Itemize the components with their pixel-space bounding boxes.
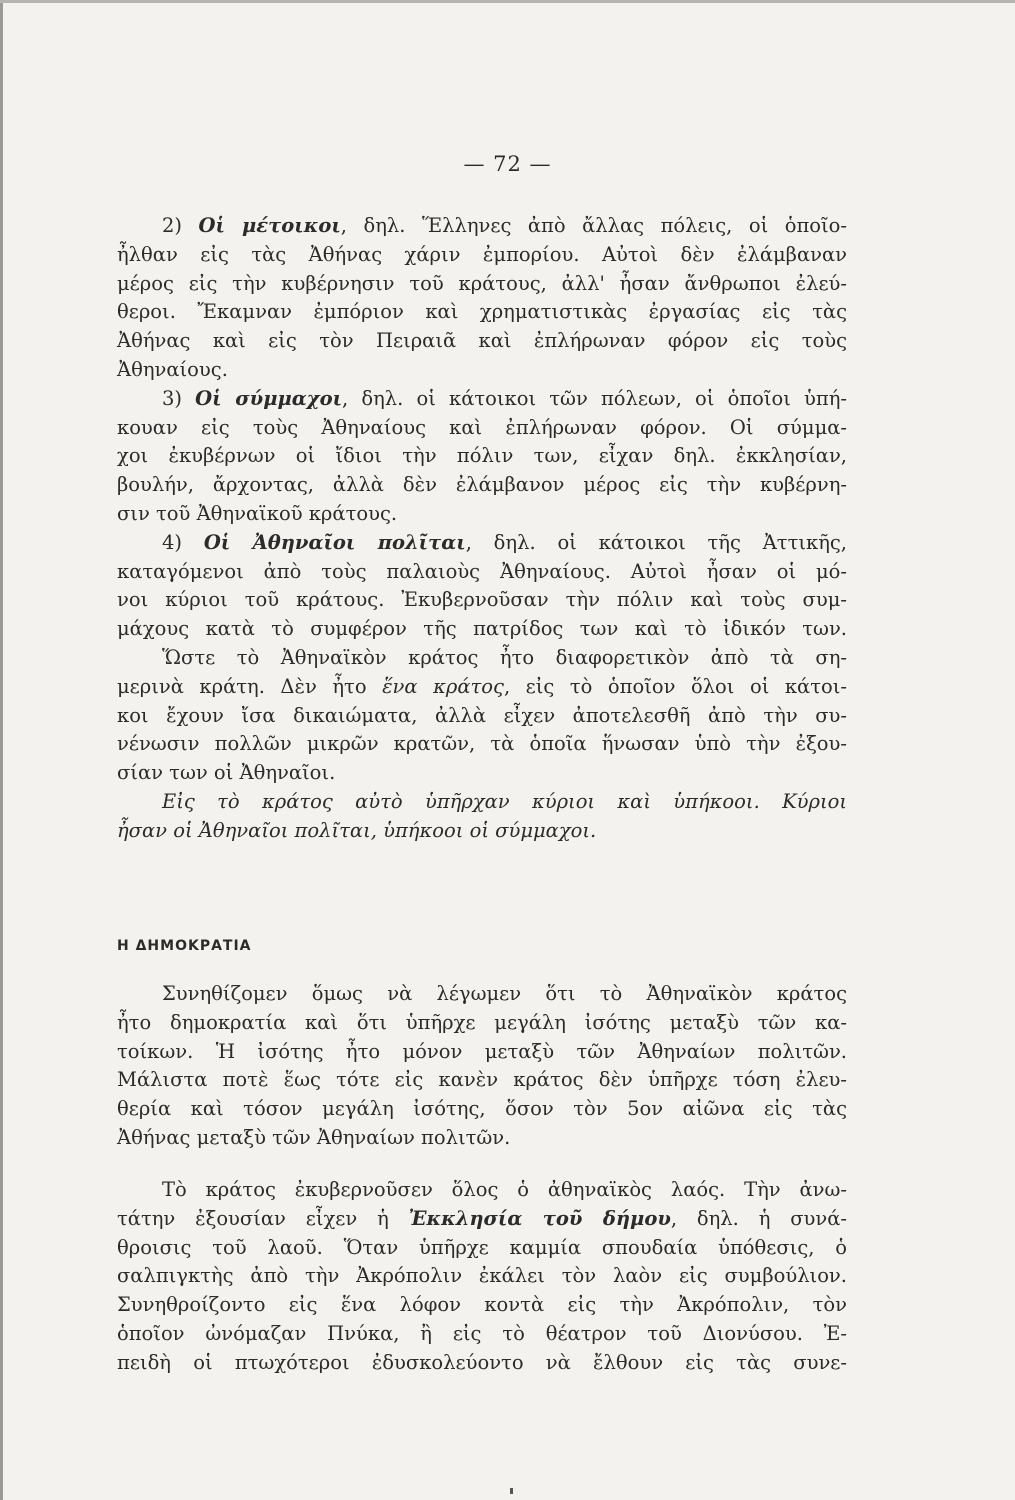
text-line: κουαν εἰς τοὺς Ἀθηναίους καὶ ἐπλήρωναν φόρον. Οἱ σύμμα- <box>117 415 847 439</box>
text-line: θροισις τοῦ λαοῦ. Ὅταν ὑπῆρχε καμμία σπουδαία ὑπόθεσις, ὁ <box>117 1235 847 1259</box>
text-line: Ἀθήνας καὶ εἰς τὸν Πειραιᾶ καὶ ἐπλήρωναν φόρον εἰς τοὺς <box>117 329 847 353</box>
section-three-text <box>117 1176 847 1378</box>
text-line: Συνηθροίζοντο εἰς ἕνα λόφον κοντὰ εἰς τὴν Ἀκρόπολιν, τὸν <box>117 1293 847 1317</box>
text-line <box>117 212 847 241</box>
text-line: βουλήν, ἄρχοντας, ἀλλὰ δὲν ἐλάμβανον μέρος εἰς τὴν κυβέρνη- <box>117 473 847 497</box>
text-line: κοι ἔχουν ἴσα δικαιώματα, ἀλλὰ εἶχεν ἀποτελεσθῆ ἀπὸ τὴν συ- <box>117 703 847 727</box>
scan-speck <box>510 1488 513 1494</box>
line-post: , δηλ. ἡ συνά- <box>670 1206 847 1230</box>
item-number: 3) <box>162 386 196 410</box>
line-rest: , δηλ. Ἕλληνες ἀπὸ ἄλλας πόλεις, οἱ ὁποῖο- <box>340 214 847 237</box>
text-line: σιν τοῦ Ἀθηναϊκοῦ κράτους. <box>117 501 398 525</box>
text-line: Μάλιστα ποτὲ ἕως τότε εἰς κανὲν κράτος δὲν ὑπῆρχε τόση ἐλευ- <box>117 1068 847 1092</box>
scan-edge-top <box>0 0 1015 3</box>
text-line: μέρος εἰς τὴν κυβέρνησιν τοῦ κράτους, ἀλλ' ἦσαν ἄνθρωποι ἐλεύ- <box>117 271 847 295</box>
text-line: νοι κύριοι τοῦ κράτους. Ἐκυβερνοῦσαν τὴν πόλιν καὶ τοὺς συμ- <box>117 588 847 612</box>
line-pre: μερινὰ κράτη. Δὲν ἦτο <box>117 674 383 698</box>
line-rest: , δηλ. οἱ κάτοικοι τῆς Ἀττικῆς, <box>465 530 847 554</box>
text-line: χοι ἐκυβέρνων οἱ ἴδιοι τὴν πόλιν των, εἶχαν δηλ. ἐκκλησίαν, <box>117 444 847 468</box>
scan-edge-left <box>0 0 3 1500</box>
page-number: — 72 — <box>463 152 552 176</box>
text-line: νένωσιν πολλῶν μικρῶν κρατῶν, τὰ ὁποῖα ἥνωσαν ὑπὸ τὴν ἐξου- <box>117 732 847 756</box>
text-line: θερία καὶ τόσον μεγάλη ἰσότης, ὅσον τὸν 5ον αἰῶνα εἰς τὰς <box>117 1097 847 1121</box>
text-line: τοίκων. Ἡ ἰσότης ἦτο μόνον μεταξὺ τῶν Ἀθηναίων πολιτῶν. <box>117 1039 847 1063</box>
bold-term: Οἱ σύμμαχοι <box>195 386 343 410</box>
section-two-text <box>117 980 847 1153</box>
text-line <box>117 673 847 702</box>
item-number: 2) <box>162 214 199 237</box>
text-line: Τὸ κράτος ἐκυβερνοῦσεν ὅλος ὁ ἀθηναϊκὸς λαός. Τὴν ἀνω- <box>162 1178 847 1201</box>
text-line <box>117 529 847 558</box>
text-line: σαλπιγκτὴς ἀπὸ τὴν Ἀκρόπολιν ἐκάλει τὸν λαὸν εἰς συμβούλιον. <box>117 1264 847 1288</box>
text-line: Συνηθίζομεν ὅμως νὰ λέγωμεν ὅτι τὸ Ἀθηναϊκὸν κράτος <box>162 982 847 1005</box>
text-line: πειδὴ οἱ πτωχότεροι ἐδυσκολεύοντο νὰ ἔλθουν εἰς τὰς συνε- <box>117 1350 847 1374</box>
text-line: ἦτο δημοκρατία καὶ ὅτι ὑπῆρχε μεγάλη ἰσότης μεταξὺ τῶν κα- <box>117 1010 847 1034</box>
text-line: Ὥστε τὸ Ἀθηναϊκὸν κράτος ἦτο διαφορετικὸν ἀπὸ τὰ ση- <box>162 645 847 669</box>
line-pre: τάτην ἐξουσίαν εἶχεν ἡ <box>117 1206 409 1230</box>
bold-term: Οἱ μέτοικοι <box>198 214 341 237</box>
section-heading: Η ΔΗΜΟΚΡΑΤΙΑ <box>117 938 252 954</box>
text-line: Ἀθήνας μεταξὺ τῶν Ἀθηναίων πολιτῶν. <box>117 1125 511 1149</box>
italic-phrase: ἕνα κράτος <box>382 674 504 698</box>
text-line: Ἀθηναίους. <box>117 357 228 381</box>
text-line: ἦλθαν εἰς τὰς Ἀθήνας χάριν ἐμπορίου. Αὐτοὶ δὲν ἐλάμβαναν <box>117 242 847 266</box>
item-number: 4) <box>162 530 204 554</box>
text-line: ὁποῖον ὠνόμαζαν Πνύκα, ἢ εἰς τὸ θέατρον τοῦ Διονύσου. Ἐ- <box>117 1321 847 1345</box>
bold-term: Ἐκκλησία τοῦ δήμου <box>408 1206 671 1230</box>
bold-term: Οἱ Ἀθηναῖοι πολῖται <box>203 530 466 554</box>
text-line: σίαν των οἱ Ἀθηναῖοι. <box>117 761 336 785</box>
italic-line: Εἰς τὸ κράτος αὐτὸ ὑπῆρχαν κύριοι καὶ ὑπήκοοι. Κύριοι <box>162 789 847 813</box>
text-line: θεροι. Ἔκαμναν ἐμπόριον καὶ χρηματιστικὰς ἐργασίας εἰς τὰς <box>117 300 847 324</box>
section-one-text <box>117 212 847 846</box>
text-line <box>117 1205 847 1234</box>
line-rest: , δηλ. οἱ κάτοικοι τῶν πόλεων, οἱ ὁποῖοι ὑπή- <box>342 386 847 410</box>
text-line: καταγόμενοι ἀπὸ τοὺς παλαιοὺς Ἀθηναίους. Αὐτοὶ ἦσαν οἱ μό- <box>117 559 847 583</box>
italic-line: ἦσαν οἱ Ἀθηναῖοι πολῖται, ὑπήκοοι οἱ σύμμαχοι. <box>117 818 597 842</box>
text-line: μάχους κατὰ τὸ συμφέρον τῆς πατρίδος των καὶ τὸ ἰδικόν των. <box>117 617 847 641</box>
text-line <box>117 385 847 414</box>
line-post: , εἰς τὸ ὁποῖον ὅλοι οἱ κάτοι- <box>503 674 847 698</box>
